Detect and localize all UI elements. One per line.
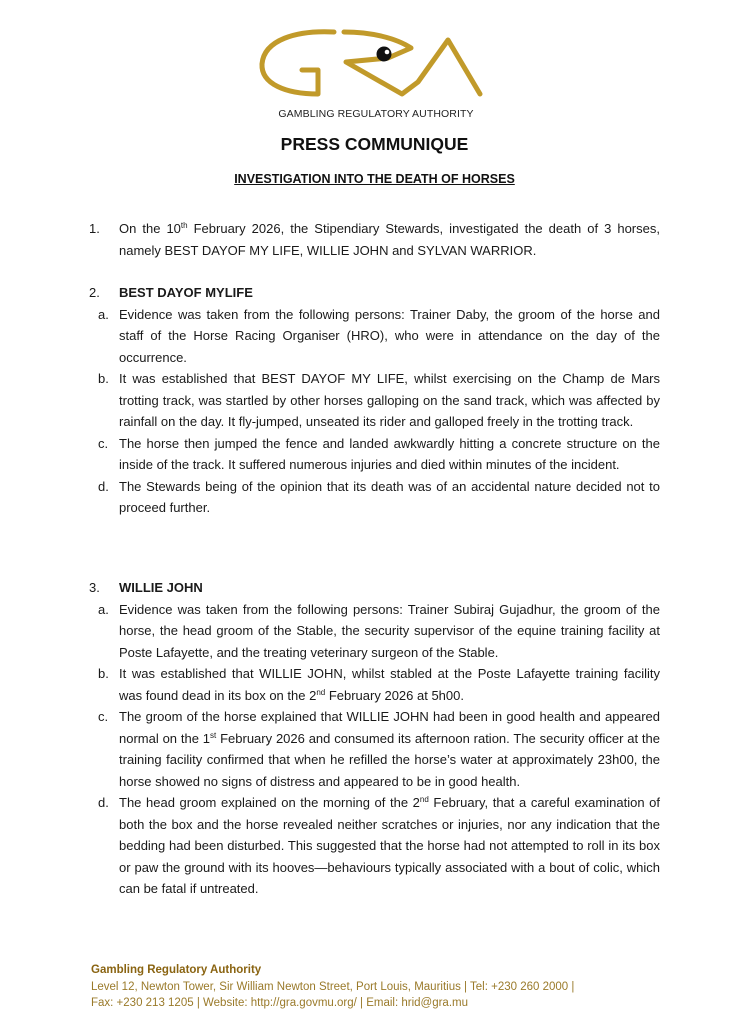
gra-logo [256, 26, 496, 128]
section-number: 3. [89, 580, 100, 595]
section-3 [89, 577, 660, 900]
section-number: 2. [89, 285, 100, 300]
logo-caption: GAMBLING REGULATORY AUTHORITY [278, 108, 474, 120]
section-heading: WILLIE JOHN [119, 580, 203, 595]
footer-org: Gambling Regulatory Authority [91, 964, 262, 976]
gra-logo-icon [256, 26, 496, 106]
footer [91, 962, 691, 1012]
list-item: d. The Stewards being of the opinion that its death was of an accidental nature decided not to proceed further. [98, 478, 660, 515]
page-title: PRESS COMMUNIQUE [280, 134, 469, 154]
list-item: d. The head groom explained on the morning of the 2nd February, that a careful examination of both the box and the horse revealed neither scratches or injuries, nor any indication that the bedding had been disturbed. This suggested that the horse had not attempted to roll in its box or paw the ground with its hooves—behaviours typically associated with a bout of colic, which can be fatal if untreated. [98, 795, 660, 896]
list-item: c. The groom of the horse explained that WILLIE JOHN had been in good health and appeared normal on the 1st February 2026 and consumed its afternoon ration. The security officer at the training facility confirmed that when he refilled the horse’s water at approximately 23h00, the horse showed no signs of distress and appeared to be in good health. [98, 709, 660, 789]
footer-address: Level 12, Newton Tower, Sir William Newton Street, Port Louis, Mauritius | Tel: +230 260 2000 | [91, 980, 575, 993]
section-1 [89, 218, 660, 261]
section-heading: BEST DAYOF MYLIFE [119, 285, 253, 300]
section-text: On the 10th February 2026, the Stipendiary Stewards, investigated the death of 3 horses, namely BEST DAYOF MY LIFE, WILLIE JOHN and SYLVAN WARRIOR. [119, 221, 660, 258]
list-item: b. It was established that BEST DAYOF MY LIFE, whilst exercising on the Champ de Mars trotting track, was startled by other horses galloping on the sand track, which was affected by rainfall on the day. It fly-jumped, unseated its rider and galloped freely in the trotting track. [98, 371, 660, 429]
footer-contact: Fax: +230 213 1205 | Website: http://gra.govmu.org/ | Email: hrid@gra.mu [91, 997, 469, 1009]
section-number: 1. [89, 221, 100, 236]
list-item: a. Evidence was taken from the following persons: Trainer Subiraj Gujadhur, the groom of the horse, the head groom of the Stable, the security supervisor of the equine training facility at Poste Lafayette, and the treating veterinary surgeon of the Stable. [98, 601, 660, 660]
list-item: c. The horse then jumped the fence and landed awkwardly hitting a concrete structure on the inside of the track. It suffered numerous injuries and died within minutes of the incident. [98, 435, 660, 472]
list-item: b. It was established that WILLIE JOHN, whilst stabled at the Poste Lafayette training facility was found dead in its box on the 2nd February 2026 at 5h00. [98, 666, 660, 703]
section-2 [89, 282, 660, 519]
list-item: a. Evidence was taken from the following persons: Trainer Daby, the groom of the horse and staff of the Horse Racing Organiser (HRO), who were in attendance on the day of the occurrence. [98, 306, 660, 365]
page-subtitle: INVESTIGATION INTO THE DEATH OF HORSES [234, 172, 515, 186]
